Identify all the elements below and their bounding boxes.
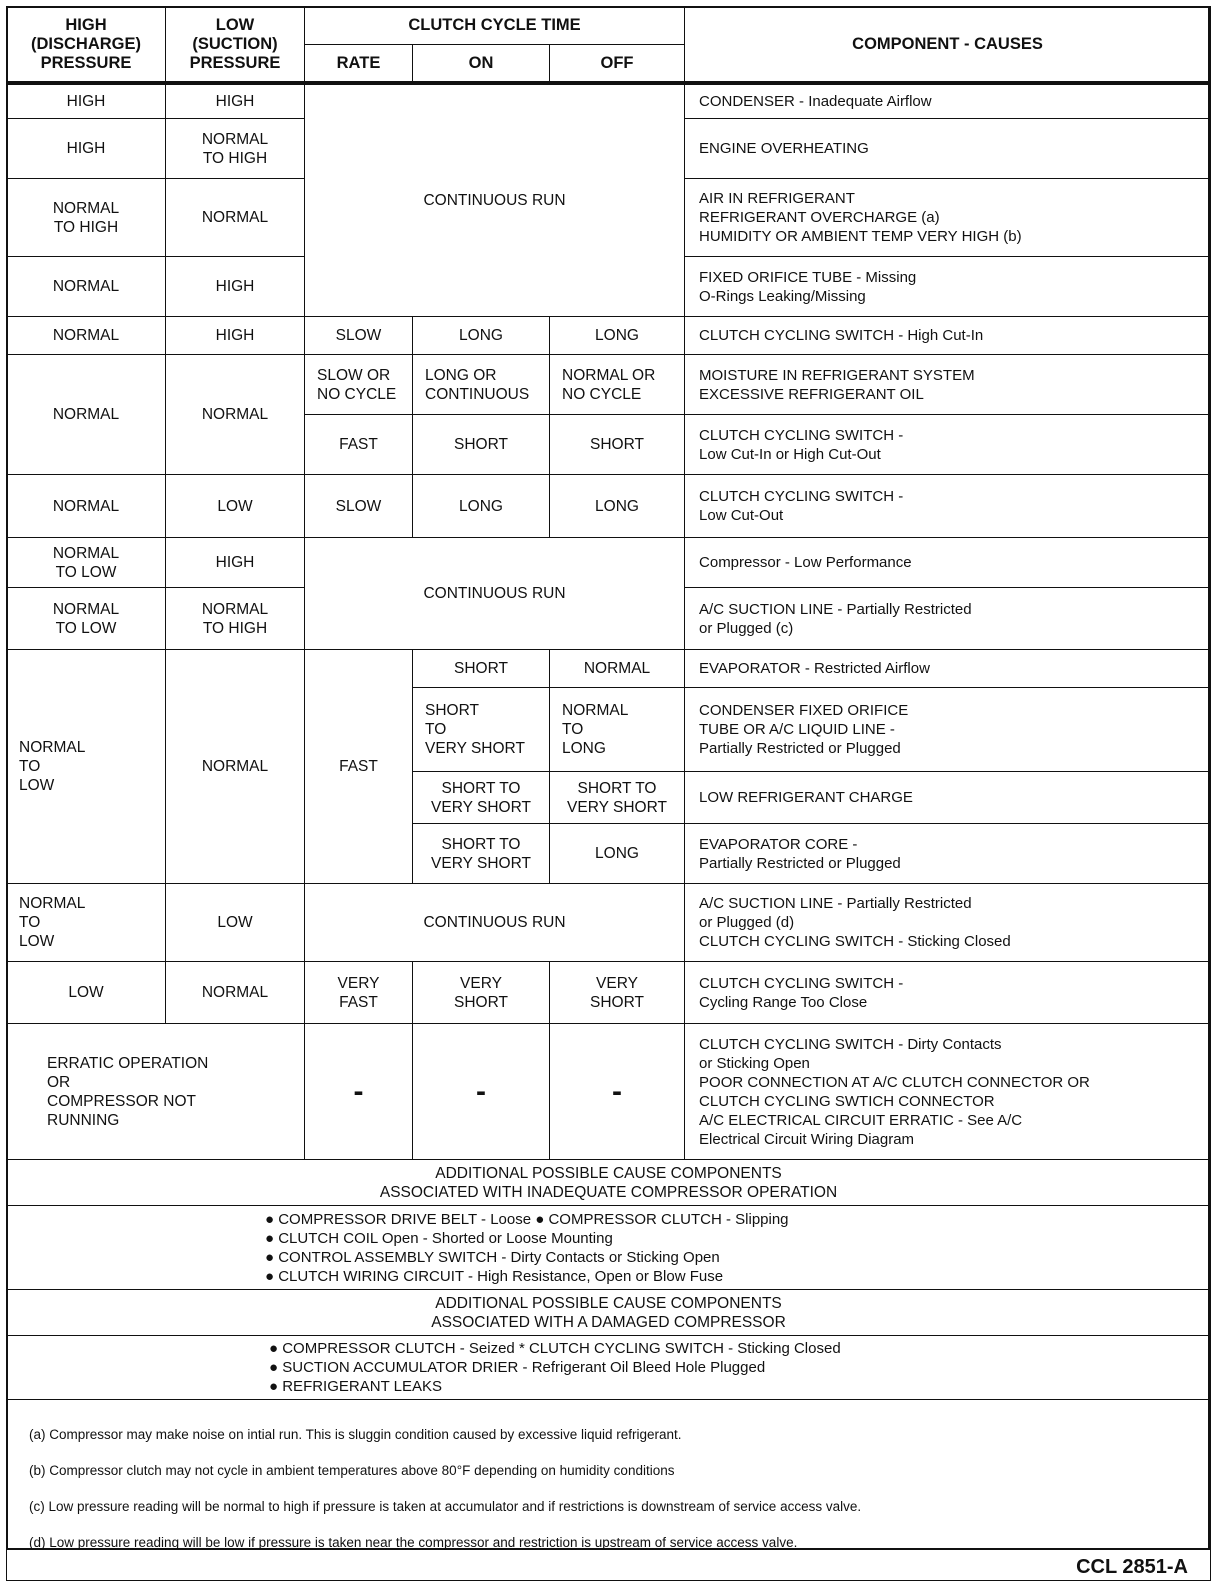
table-row <box>7 1024 1211 1160</box>
header-off: OFF <box>550 45 685 83</box>
cause-text: CLUTCH CYCLING SWITCH - Dirty Contacts or Sticking Open POOR CONNECTION AT A/C CLUTCH CONNECTOR OR CLUTCH CYCLING SWTICH CONNECTOR A/C ELECTRICAL CIRCUIT ERRATIC - See A/C Electrical Circuit Wiring Diagram <box>685 1024 1211 1160</box>
table-row <box>7 317 1211 355</box>
on-value: LONG OR CONTINUOUS <box>413 355 550 415</box>
cause-text: A/C SUCTION LINE - Partially Restricted or Plugged (d) CLUTCH CYCLING SWITCH - Sticking Closed <box>685 884 1211 962</box>
cause-text: ENGINE OVERHEATING <box>685 119 1211 179</box>
on-value: LONG <box>413 475 550 538</box>
low-value: HIGH <box>166 257 305 317</box>
additional-section-1-bullets <box>7 1206 1211 1290</box>
off-value: NORMAL <box>550 650 685 688</box>
off-value: LONG <box>550 317 685 355</box>
high-value: NORMAL TO LOW <box>7 538 166 588</box>
cause-text: CONDENSER - Inadequate Airflow <box>685 85 1211 119</box>
header-row-1 <box>7 7 1211 45</box>
on-value: SHORT <box>413 415 550 475</box>
on-value: SHORT <box>413 650 550 688</box>
table-row <box>7 538 1211 588</box>
additional-title-inadequate: ADDITIONAL POSSIBLE CAUSE COMPONENTS ASSOCIATED WITH INADEQUATE COMPRESSOR OPERATION <box>7 1160 1211 1206</box>
table-row <box>7 85 1211 119</box>
cause-text: FIXED ORIFICE TUBE - Missing O-Rings Leaking/Missing <box>685 257 1211 317</box>
high-value: NORMAL <box>7 317 166 355</box>
table-row <box>7 650 1211 688</box>
on-value: SHORT TO VERY SHORT <box>413 824 550 884</box>
on-value: VERY SHORT <box>413 962 550 1024</box>
header-component-causes: COMPONENT - CAUSES <box>685 7 1211 83</box>
off-value: LONG <box>550 475 685 538</box>
high-value: NORMAL TO LOW <box>7 884 166 962</box>
off-value: NORMAL TO LONG <box>550 688 685 772</box>
header-high-pressure: HIGH (DISCHARGE) PRESSURE <box>7 7 166 83</box>
footnote-a: (a) Compressor may make noise on intial run. This is sluggin condition caused by excessive liquid refrigerant. <box>29 1427 682 1442</box>
on-value: - <box>413 1024 550 1160</box>
table-row <box>7 884 1211 962</box>
on-value: SHORT TO VERY SHORT <box>413 772 550 824</box>
high-value: NORMAL <box>7 355 166 475</box>
table-row <box>7 962 1211 1024</box>
off-value: SHORT TO VERY SHORT <box>550 772 685 824</box>
high-value: HIGH <box>7 119 166 179</box>
low-value: NORMAL <box>166 650 305 884</box>
low-value: LOW <box>166 475 305 538</box>
additional-section-2-bullets <box>7 1336 1211 1400</box>
on-value: SHORT TO VERY SHORT <box>413 688 550 772</box>
cause-text: MOISTURE IN REFRIGERANT SYSTEM EXCESSIVE REFRIGERANT OIL <box>685 355 1211 415</box>
low-value: NORMAL <box>166 962 305 1024</box>
additional-section-1-title <box>7 1160 1211 1206</box>
continuous-run: CONTINUOUS RUN <box>305 884 685 962</box>
off-value: VERY SHORT <box>550 962 685 1024</box>
cause-text: LOW REFRIGERANT CHARGE <box>685 772 1211 824</box>
low-value: NORMAL <box>166 179 305 257</box>
footnote-d: (d) Low pressure reading will be low if pressure is taken near the compressor and restriction is upstream of service access valve. <box>29 1535 798 1550</box>
bullet-list-inadequate: ● COMPRESSOR DRIVE BELT - Loose ● COMPRESSOR CLUTCH - Slipping ● CLUTCH COIL Open - Shorted or Loose Mounting ● CONTROL ASSEMBLY SWITCH - Dirty Contacts or Sticking Open ● CLUTCH WIRING CIRCUIT - High Resistance, Open or Blow Fuse <box>265 1210 789 1285</box>
high-value: HIGH <box>7 85 166 119</box>
header-rate: RATE <box>305 45 413 83</box>
off-value: NORMAL OR NO CYCLE <box>550 355 685 415</box>
rate-value: - <box>305 1024 413 1160</box>
footnote-c: (c) Low pressure reading will be normal to high if pressure is taken at accumulator and if restrictions is downstream of service access valve. <box>29 1499 862 1514</box>
high-value: NORMAL TO HIGH <box>7 179 166 257</box>
bullet-list-damaged: ● COMPRESSOR CLUTCH - Seized * CLUTCH CYCLING SWITCH - Sticking Closed ● SUCTION ACCUMULATOR DRIER - Refrigerant Oil Bleed Hole Plugged ● REFRIGERANT LEAKS <box>269 1340 841 1395</box>
low-value: NORMAL TO HIGH <box>166 119 305 179</box>
low-value: NORMAL <box>166 355 305 475</box>
header-low-pressure: LOW (SUCTION) PRESSURE <box>166 7 305 83</box>
footnote-b: (b) Compressor clutch may not cycle in ambient temperatures above 80°F depending on humidity conditions <box>29 1463 675 1478</box>
cause-text: CLUTCH CYCLING SWITCH - Cycling Range Too Close <box>685 962 1211 1024</box>
high-value: NORMAL TO LOW <box>7 650 166 884</box>
continuous-run: CONTINUOUS RUN <box>305 85 685 317</box>
rate-value: FAST <box>305 415 413 475</box>
cause-text: CLUTCH CYCLING SWITCH - Low Cut-In or High Cut-Out <box>685 415 1211 475</box>
off-value: LONG <box>550 824 685 884</box>
high-value: NORMAL <box>7 257 166 317</box>
diagnosis-table <box>6 6 1211 1581</box>
figure-id: CCL 2851-A <box>1076 1556 1188 1578</box>
cause-text: CONDENSER FIXED ORIFICE TUBE OR A/C LIQUID LINE - Partially Restricted or Plugged <box>685 688 1211 772</box>
off-value: - <box>550 1024 685 1160</box>
on-value: LONG <box>413 317 550 355</box>
erratic-operation: ERRATIC OPERATION OR COMPRESSOR NOT RUNNING <box>7 1024 305 1160</box>
additional-section-2-title <box>7 1290 1211 1336</box>
header-on: ON <box>413 45 550 83</box>
low-value: HIGH <box>166 538 305 588</box>
cause-text: CLUTCH CYCLING SWITCH - High Cut-In <box>685 317 1211 355</box>
rate-value: FAST <box>305 650 413 884</box>
low-value: LOW <box>166 884 305 962</box>
additional-title-damaged: ADDITIONAL POSSIBLE CAUSE COMPONENTS ASSOCIATED WITH A DAMAGED COMPRESSOR <box>7 1290 1211 1336</box>
rate-value: SLOW OR NO CYCLE <box>305 355 413 415</box>
cause-text: EVAPORATOR CORE - Partially Restricted or Plugged <box>685 824 1211 884</box>
high-value: NORMAL TO LOW <box>7 588 166 650</box>
footnotes <box>7 1400 1211 1581</box>
low-value: HIGH <box>166 317 305 355</box>
rate-value: SLOW <box>305 317 413 355</box>
low-value: NORMAL TO HIGH <box>166 588 305 650</box>
table-row <box>7 355 1211 415</box>
table-row <box>7 475 1211 538</box>
cause-text: CLUTCH CYCLING SWITCH - Low Cut-Out <box>685 475 1211 538</box>
rate-value: VERY FAST <box>305 962 413 1024</box>
cause-text: A/C SUCTION LINE - Partially Restricted or Plugged (c) <box>685 588 1211 650</box>
cause-text: AIR IN REFRIGERANT REFRIGERANT OVERCHARGE (a) HUMIDITY OR AMBIENT TEMP VERY HIGH (b) <box>685 179 1211 257</box>
high-value: NORMAL <box>7 475 166 538</box>
high-value: LOW <box>7 962 166 1024</box>
low-value: HIGH <box>166 85 305 119</box>
rate-value: SLOW <box>305 475 413 538</box>
off-value: SHORT <box>550 415 685 475</box>
cause-text: Compressor - Low Performance <box>685 538 1211 588</box>
continuous-run: CONTINUOUS RUN <box>305 538 685 650</box>
cause-text: EVAPORATOR - Restricted Airflow <box>685 650 1211 688</box>
header-clutch-cycle-time: CLUTCH CYCLE TIME <box>305 7 685 45</box>
footnotes-row <box>7 1400 1211 1581</box>
